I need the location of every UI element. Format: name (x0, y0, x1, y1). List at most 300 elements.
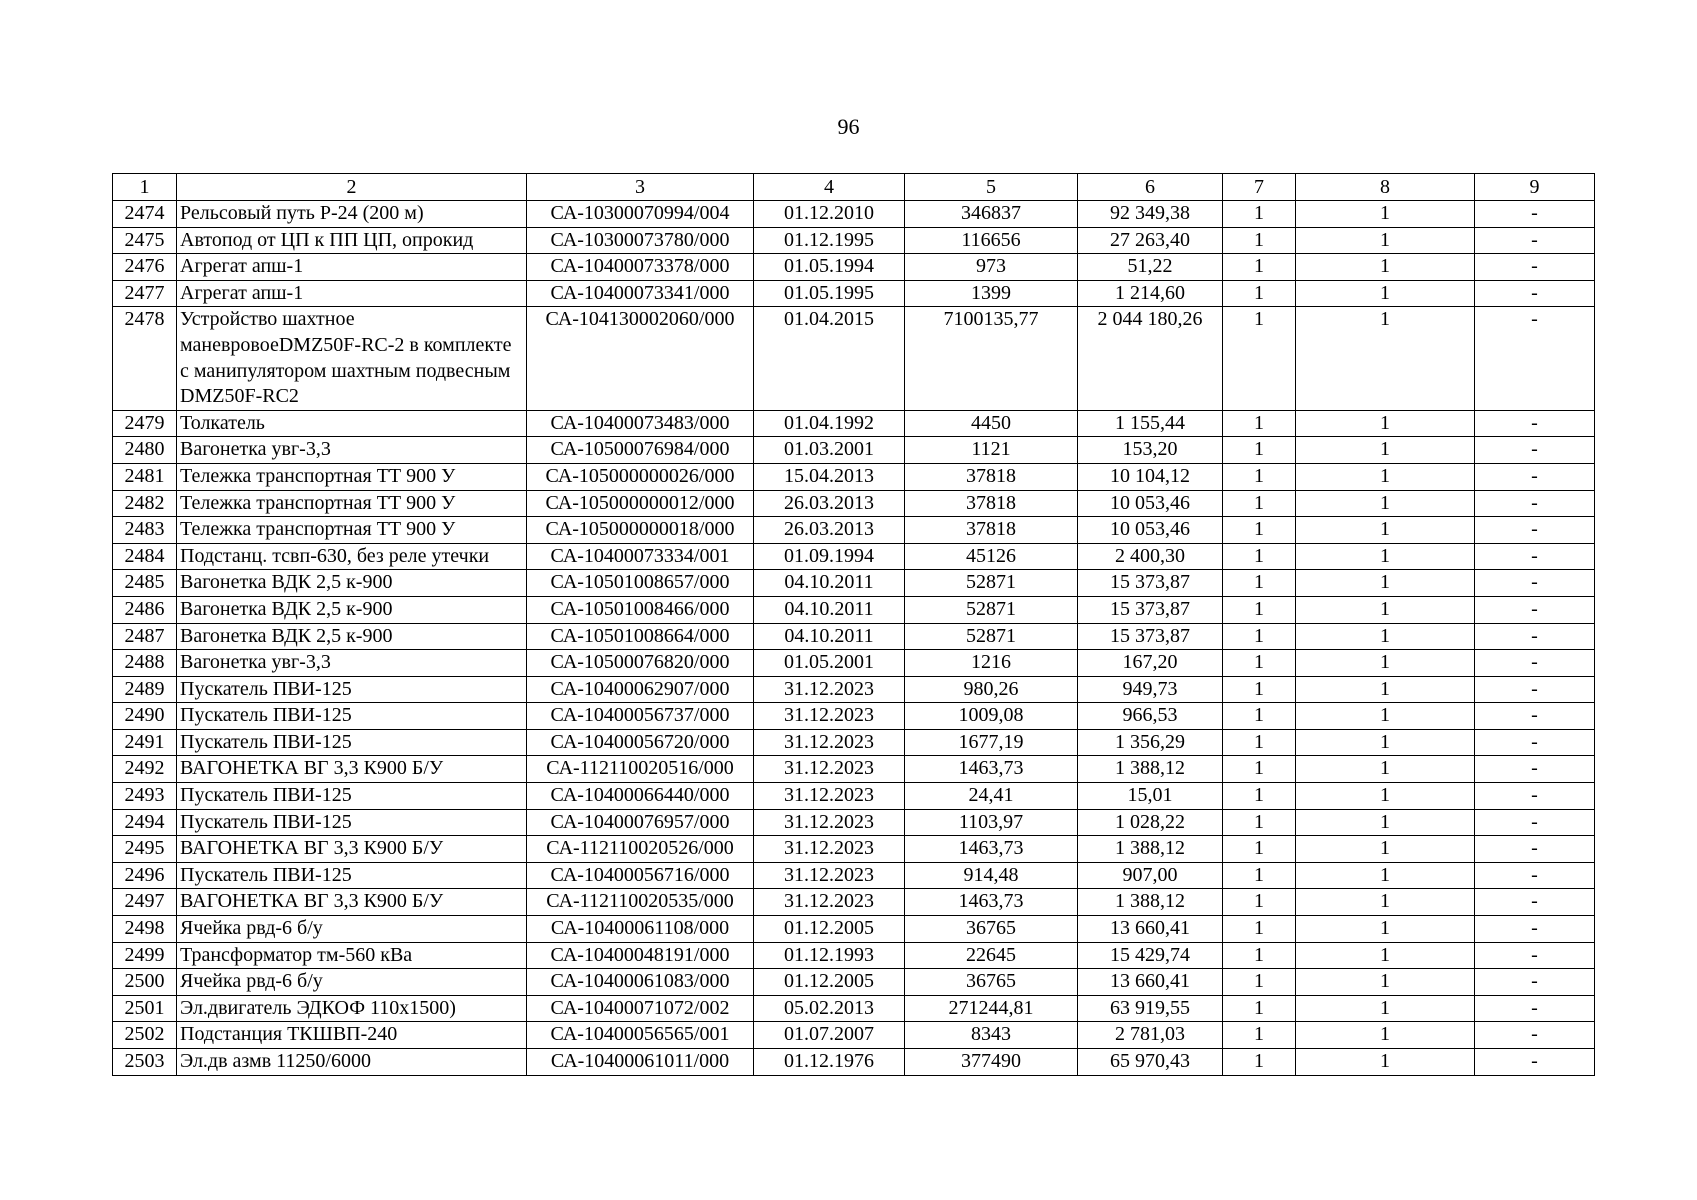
residual-cost-cell: 1 028,22 (1078, 809, 1223, 836)
name-cell: Пускатель ПВИ-125 (177, 729, 527, 756)
inventory-number-cell: СА-10400073341/000 (527, 280, 754, 307)
initial-cost-cell: 1677,19 (905, 729, 1078, 756)
quantity-cell: 1 (1223, 517, 1296, 544)
initial-cost-cell: 1399 (905, 280, 1078, 307)
count-cell: 1 (1296, 280, 1475, 307)
residual-cost-cell: 10 053,46 (1078, 490, 1223, 517)
count-cell: 1 (1296, 1022, 1475, 1049)
quantity-cell: 1 (1223, 490, 1296, 517)
count-cell: 1 (1296, 703, 1475, 730)
date-cell: 01.12.2005 (754, 969, 905, 996)
quantity-cell: 1 (1223, 809, 1296, 836)
residual-cost-cell: 27 263,40 (1078, 227, 1223, 254)
table-row (113, 889, 1595, 916)
row-number-cell: 2486 (113, 596, 177, 623)
inventory-number-cell: СА-10400048191/000 (527, 942, 754, 969)
date-cell: 26.03.2013 (754, 517, 905, 544)
name-cell: Эл.дв азмв 11250/6000 (177, 1049, 527, 1076)
note-cell: - (1475, 889, 1595, 916)
quantity-cell: 1 (1223, 969, 1296, 996)
count-cell: 1 (1296, 1049, 1475, 1076)
date-cell: 01.12.1993 (754, 942, 905, 969)
initial-cost-cell: 914,48 (905, 862, 1078, 889)
date-cell: 01.09.1994 (754, 543, 905, 570)
table-row (113, 995, 1595, 1022)
row-number-cell: 2478 (113, 307, 177, 410)
name-cell: Вагонетка увг-3,3 (177, 650, 527, 677)
row-number-cell: 2494 (113, 809, 177, 836)
quantity-cell: 1 (1223, 570, 1296, 597)
count-cell: 1 (1296, 836, 1475, 863)
note-cell: - (1475, 280, 1595, 307)
initial-cost-cell: 346837 (905, 201, 1078, 228)
residual-cost-cell: 15 373,87 (1078, 623, 1223, 650)
quantity-cell: 1 (1223, 916, 1296, 943)
inventory-number-cell: СА-10400056737/000 (527, 703, 754, 730)
residual-cost-cell: 65 970,43 (1078, 1049, 1223, 1076)
initial-cost-cell: 973 (905, 254, 1078, 281)
note-cell: - (1475, 307, 1595, 410)
table-row (113, 307, 1595, 410)
date-cell: 01.07.2007 (754, 1022, 905, 1049)
residual-cost-cell: 907,00 (1078, 862, 1223, 889)
name-cell: Ячейка рвд-6 б/у (177, 969, 527, 996)
column-header: 5 (905, 174, 1078, 201)
inventory-number-cell: СА-10400061083/000 (527, 969, 754, 996)
quantity-cell: 1 (1223, 307, 1296, 410)
date-cell: 31.12.2023 (754, 729, 905, 756)
inventory-number-cell: СА-10400056720/000 (527, 729, 754, 756)
inventory-number-cell: СА-105000000026/000 (527, 463, 754, 490)
column-header: 3 (527, 174, 754, 201)
name-cell: Автопод от ЦП к ПП ЦП, опрокид (177, 227, 527, 254)
initial-cost-cell: 52871 (905, 570, 1078, 597)
name-cell: Трансформатор тм-560 кВа (177, 942, 527, 969)
table-header-row (113, 174, 1595, 201)
quantity-cell: 1 (1223, 437, 1296, 464)
note-cell: - (1475, 227, 1595, 254)
note-cell: - (1475, 809, 1595, 836)
quantity-cell: 1 (1223, 201, 1296, 228)
count-cell: 1 (1296, 942, 1475, 969)
note-cell: - (1475, 201, 1595, 228)
count-cell: 1 (1296, 916, 1475, 943)
initial-cost-cell: 52871 (905, 596, 1078, 623)
column-header: 7 (1223, 174, 1296, 201)
quantity-cell: 1 (1223, 1022, 1296, 1049)
row-number-cell: 2480 (113, 437, 177, 464)
row-number-cell: 2496 (113, 862, 177, 889)
quantity-cell: 1 (1223, 227, 1296, 254)
date-cell: 26.03.2013 (754, 490, 905, 517)
inventory-number-cell: СА-10400061108/000 (527, 916, 754, 943)
residual-cost-cell: 2 044 180,26 (1078, 307, 1223, 410)
table-row (113, 280, 1595, 307)
note-cell: - (1475, 1049, 1595, 1076)
name-cell: Устройство шахтное маневровоеDMZ50F-RC-2 в комплекте с манипулятором шахтным подвесным DMZ50F-RC2 (177, 307, 527, 410)
name-cell: Пускатель ПВИ-125 (177, 703, 527, 730)
residual-cost-cell: 2 781,03 (1078, 1022, 1223, 1049)
name-cell: Вагонетка ВДК 2,5 к-900 (177, 570, 527, 597)
note-cell: - (1475, 729, 1595, 756)
table-body (113, 174, 1595, 1076)
note-cell: - (1475, 517, 1595, 544)
residual-cost-cell: 13 660,41 (1078, 916, 1223, 943)
note-cell: - (1475, 1022, 1595, 1049)
initial-cost-cell: 36765 (905, 969, 1078, 996)
table-row (113, 969, 1595, 996)
initial-cost-cell: 1463,73 (905, 889, 1078, 916)
residual-cost-cell: 10 053,46 (1078, 517, 1223, 544)
initial-cost-cell: 1216 (905, 650, 1078, 677)
residual-cost-cell: 63 919,55 (1078, 995, 1223, 1022)
inventory-number-cell: СА-10400073334/001 (527, 543, 754, 570)
quantity-cell: 1 (1223, 729, 1296, 756)
count-cell: 1 (1296, 650, 1475, 677)
name-cell: ВАГОНЕТКА ВГ 3,3 К900 Б/У (177, 836, 527, 863)
row-number-cell: 2488 (113, 650, 177, 677)
row-number-cell: 2500 (113, 969, 177, 996)
table-row (113, 916, 1595, 943)
name-cell: Агрегат апш-1 (177, 254, 527, 281)
date-cell: 31.12.2023 (754, 756, 905, 783)
row-number-cell: 2474 (113, 201, 177, 228)
note-cell: - (1475, 862, 1595, 889)
table-row (113, 570, 1595, 597)
initial-cost-cell: 45126 (905, 543, 1078, 570)
name-cell: Пускатель ПВИ-125 (177, 809, 527, 836)
inventory-number-cell: СА-112110020526/000 (527, 836, 754, 863)
count-cell: 1 (1296, 543, 1475, 570)
name-cell: ВАГОНЕТКА ВГ 3,3 К900 Б/У (177, 889, 527, 916)
inventory-number-cell: СА-10400062907/000 (527, 676, 754, 703)
date-cell: 01.05.1994 (754, 254, 905, 281)
name-cell: Пускатель ПВИ-125 (177, 862, 527, 889)
initial-cost-cell: 4450 (905, 410, 1078, 437)
inventory-number-cell: СА-10300070994/004 (527, 201, 754, 228)
initial-cost-cell: 36765 (905, 916, 1078, 943)
quantity-cell: 1 (1223, 783, 1296, 810)
quantity-cell: 1 (1223, 254, 1296, 281)
residual-cost-cell: 1 155,44 (1078, 410, 1223, 437)
inventory-number-cell: СА-10400061011/000 (527, 1049, 754, 1076)
initial-cost-cell: 1121 (905, 437, 1078, 464)
name-cell: Тележка транспортная ТТ 900 У (177, 517, 527, 544)
quantity-cell: 1 (1223, 756, 1296, 783)
date-cell: 01.12.1995 (754, 227, 905, 254)
count-cell: 1 (1296, 201, 1475, 228)
row-number-cell: 2489 (113, 676, 177, 703)
row-number-cell: 2485 (113, 570, 177, 597)
initial-cost-cell: 8343 (905, 1022, 1078, 1049)
table-row (113, 623, 1595, 650)
date-cell: 01.04.1992 (754, 410, 905, 437)
initial-cost-cell: 1009,08 (905, 703, 1078, 730)
initial-cost-cell: 52871 (905, 623, 1078, 650)
quantity-cell: 1 (1223, 862, 1296, 889)
column-header: 6 (1078, 174, 1223, 201)
table-row (113, 410, 1595, 437)
residual-cost-cell: 2 400,30 (1078, 543, 1223, 570)
residual-cost-cell: 167,20 (1078, 650, 1223, 677)
initial-cost-cell: 37818 (905, 517, 1078, 544)
table-row (113, 756, 1595, 783)
residual-cost-cell: 15 429,74 (1078, 942, 1223, 969)
initial-cost-cell: 1103,97 (905, 809, 1078, 836)
count-cell: 1 (1296, 729, 1475, 756)
count-cell: 1 (1296, 783, 1475, 810)
count-cell: 1 (1296, 570, 1475, 597)
note-cell: - (1475, 676, 1595, 703)
quantity-cell: 1 (1223, 703, 1296, 730)
note-cell: - (1475, 570, 1595, 597)
table-row (113, 809, 1595, 836)
initial-cost-cell: 271244,81 (905, 995, 1078, 1022)
date-cell: 04.10.2011 (754, 596, 905, 623)
count-cell: 1 (1296, 969, 1475, 996)
table-row (113, 650, 1595, 677)
date-cell: 01.04.2015 (754, 307, 905, 410)
date-cell: 15.04.2013 (754, 463, 905, 490)
quantity-cell: 1 (1223, 596, 1296, 623)
note-cell: - (1475, 783, 1595, 810)
row-number-cell: 2484 (113, 543, 177, 570)
initial-cost-cell: 7100135,77 (905, 307, 1078, 410)
inventory-number-cell: СА-104130002060/000 (527, 307, 754, 410)
row-number-cell: 2490 (113, 703, 177, 730)
date-cell: 01.05.1995 (754, 280, 905, 307)
note-cell: - (1475, 916, 1595, 943)
table-row (113, 729, 1595, 756)
initial-cost-cell: 116656 (905, 227, 1078, 254)
quantity-cell: 1 (1223, 889, 1296, 916)
name-cell: Ячейка рвд-6 б/у (177, 916, 527, 943)
name-cell: Вагонетка ВДК 2,5 к-900 (177, 596, 527, 623)
date-cell: 05.02.2013 (754, 995, 905, 1022)
name-cell: Подстанция ТКШВП-240 (177, 1022, 527, 1049)
count-cell: 1 (1296, 227, 1475, 254)
count-cell: 1 (1296, 490, 1475, 517)
note-cell: - (1475, 490, 1595, 517)
count-cell: 1 (1296, 889, 1475, 916)
initial-cost-cell: 22645 (905, 942, 1078, 969)
initial-cost-cell: 37818 (905, 463, 1078, 490)
row-number-cell: 2483 (113, 517, 177, 544)
initial-cost-cell: 37818 (905, 490, 1078, 517)
quantity-cell: 1 (1223, 1049, 1296, 1076)
initial-cost-cell: 24,41 (905, 783, 1078, 810)
row-number-cell: 2503 (113, 1049, 177, 1076)
residual-cost-cell: 13 660,41 (1078, 969, 1223, 996)
count-cell: 1 (1296, 596, 1475, 623)
quantity-cell: 1 (1223, 995, 1296, 1022)
table-row (113, 490, 1595, 517)
date-cell: 01.12.2010 (754, 201, 905, 228)
quantity-cell: 1 (1223, 623, 1296, 650)
row-number-cell: 2502 (113, 1022, 177, 1049)
note-cell: - (1475, 410, 1595, 437)
count-cell: 1 (1296, 809, 1475, 836)
residual-cost-cell: 1 214,60 (1078, 280, 1223, 307)
note-cell: - (1475, 836, 1595, 863)
inventory-number-cell: СА-10501008657/000 (527, 570, 754, 597)
note-cell: - (1475, 650, 1595, 677)
residual-cost-cell: 15,01 (1078, 783, 1223, 810)
count-cell: 1 (1296, 437, 1475, 464)
residual-cost-cell: 1 388,12 (1078, 889, 1223, 916)
inventory-number-cell: СА-112110020535/000 (527, 889, 754, 916)
row-number-cell: 2476 (113, 254, 177, 281)
table-row (113, 463, 1595, 490)
date-cell: 31.12.2023 (754, 889, 905, 916)
table-row (113, 254, 1595, 281)
date-cell: 01.03.2001 (754, 437, 905, 464)
table-row (113, 517, 1595, 544)
count-cell: 1 (1296, 995, 1475, 1022)
column-header: 9 (1475, 174, 1595, 201)
row-number-cell: 2475 (113, 227, 177, 254)
column-header: 4 (754, 174, 905, 201)
row-number-cell: 2479 (113, 410, 177, 437)
name-cell: Тележка транспортная ТТ 900 У (177, 463, 527, 490)
table-row (113, 543, 1595, 570)
initial-cost-cell: 980,26 (905, 676, 1078, 703)
table-row (113, 836, 1595, 863)
note-cell: - (1475, 543, 1595, 570)
date-cell: 31.12.2023 (754, 783, 905, 810)
note-cell: - (1475, 942, 1595, 969)
table-row (113, 1022, 1595, 1049)
inventory-number-cell: СА-10400076957/000 (527, 809, 754, 836)
count-cell: 1 (1296, 410, 1475, 437)
quantity-cell: 1 (1223, 676, 1296, 703)
quantity-cell: 1 (1223, 543, 1296, 570)
name-cell: Толкатель (177, 410, 527, 437)
inventory-number-cell: СА-10501008664/000 (527, 623, 754, 650)
row-number-cell: 2487 (113, 623, 177, 650)
row-number-cell: 2493 (113, 783, 177, 810)
note-cell: - (1475, 437, 1595, 464)
row-number-cell: 2477 (113, 280, 177, 307)
quantity-cell: 1 (1223, 410, 1296, 437)
date-cell: 01.12.2005 (754, 916, 905, 943)
name-cell: Пускатель ПВИ-125 (177, 676, 527, 703)
date-cell: 01.12.1976 (754, 1049, 905, 1076)
name-cell: Вагонетка ВДК 2,5 к-900 (177, 623, 527, 650)
name-cell: Агрегат апш-1 (177, 280, 527, 307)
name-cell: ВАГОНЕТКА ВГ 3,3 К900 Б/У (177, 756, 527, 783)
row-number-cell: 2498 (113, 916, 177, 943)
residual-cost-cell: 1 356,29 (1078, 729, 1223, 756)
quantity-cell: 1 (1223, 836, 1296, 863)
row-number-cell: 2501 (113, 995, 177, 1022)
residual-cost-cell: 949,73 (1078, 676, 1223, 703)
name-cell: Пускатель ПВИ-125 (177, 783, 527, 810)
name-cell: Подстанц. тсвп-630, без реле утечки (177, 543, 527, 570)
residual-cost-cell: 153,20 (1078, 437, 1223, 464)
date-cell: 04.10.2011 (754, 623, 905, 650)
quantity-cell: 1 (1223, 650, 1296, 677)
inventory-table (112, 173, 1595, 1076)
table-row (113, 1049, 1595, 1076)
table-row (113, 783, 1595, 810)
inventory-number-cell: СА-10400073378/000 (527, 254, 754, 281)
count-cell: 1 (1296, 623, 1475, 650)
count-cell: 1 (1296, 862, 1475, 889)
table-row (113, 201, 1595, 228)
inventory-number-cell: СА-10400073483/000 (527, 410, 754, 437)
page-number: 96 (837, 114, 860, 139)
initial-cost-cell: 1463,73 (905, 756, 1078, 783)
count-cell: 1 (1296, 676, 1475, 703)
date-cell: 31.12.2023 (754, 809, 905, 836)
note-cell: - (1475, 596, 1595, 623)
inventory-number-cell: СА-10400056716/000 (527, 862, 754, 889)
note-cell: - (1475, 756, 1595, 783)
quantity-cell: 1 (1223, 942, 1296, 969)
count-cell: 1 (1296, 307, 1475, 410)
note-cell: - (1475, 623, 1595, 650)
note-cell: - (1475, 463, 1595, 490)
note-cell: - (1475, 703, 1595, 730)
row-number-cell: 2497 (113, 889, 177, 916)
table-row (113, 942, 1595, 969)
date-cell: 04.10.2011 (754, 570, 905, 597)
residual-cost-cell: 15 373,87 (1078, 570, 1223, 597)
count-cell: 1 (1296, 756, 1475, 783)
inventory-number-cell: СА-10400066440/000 (527, 783, 754, 810)
table-row (113, 227, 1595, 254)
row-number-cell: 2495 (113, 836, 177, 863)
count-cell: 1 (1296, 517, 1475, 544)
date-cell: 31.12.2023 (754, 703, 905, 730)
residual-cost-cell: 1 388,12 (1078, 756, 1223, 783)
table-row (113, 676, 1595, 703)
inventory-number-cell: СА-10400056565/001 (527, 1022, 754, 1049)
inventory-number-cell: СА-105000000018/000 (527, 517, 754, 544)
inventory-number-cell: СА-10500076820/000 (527, 650, 754, 677)
row-number-cell: 2492 (113, 756, 177, 783)
initial-cost-cell: 1463,73 (905, 836, 1078, 863)
date-cell: 31.12.2023 (754, 836, 905, 863)
row-number-cell: 2499 (113, 942, 177, 969)
date-cell: 31.12.2023 (754, 862, 905, 889)
row-number-cell: 2482 (113, 490, 177, 517)
inventory-number-cell: СА-105000000012/000 (527, 490, 754, 517)
name-cell: Вагонетка увг-3,3 (177, 437, 527, 464)
inventory-number-cell: СА-10501008466/000 (527, 596, 754, 623)
table-row (113, 703, 1595, 730)
name-cell: Рельсовый путь Р-24 (200 м) (177, 201, 527, 228)
note-cell: - (1475, 969, 1595, 996)
column-header: 2 (177, 174, 527, 201)
quantity-cell: 1 (1223, 280, 1296, 307)
name-cell: Тележка транспортная ТТ 900 У (177, 490, 527, 517)
table-row (113, 596, 1595, 623)
row-number-cell: 2491 (113, 729, 177, 756)
note-cell: - (1475, 254, 1595, 281)
inventory-number-cell: СА-10500076984/000 (527, 437, 754, 464)
count-cell: 1 (1296, 254, 1475, 281)
inventory-number-cell: СА-112110020516/000 (527, 756, 754, 783)
table-row (113, 437, 1595, 464)
residual-cost-cell: 51,22 (1078, 254, 1223, 281)
inventory-number-cell: СА-10300073780/000 (527, 227, 754, 254)
residual-cost-cell: 966,53 (1078, 703, 1223, 730)
date-cell: 01.05.2001 (754, 650, 905, 677)
note-cell: - (1475, 995, 1595, 1022)
residual-cost-cell: 15 373,87 (1078, 596, 1223, 623)
